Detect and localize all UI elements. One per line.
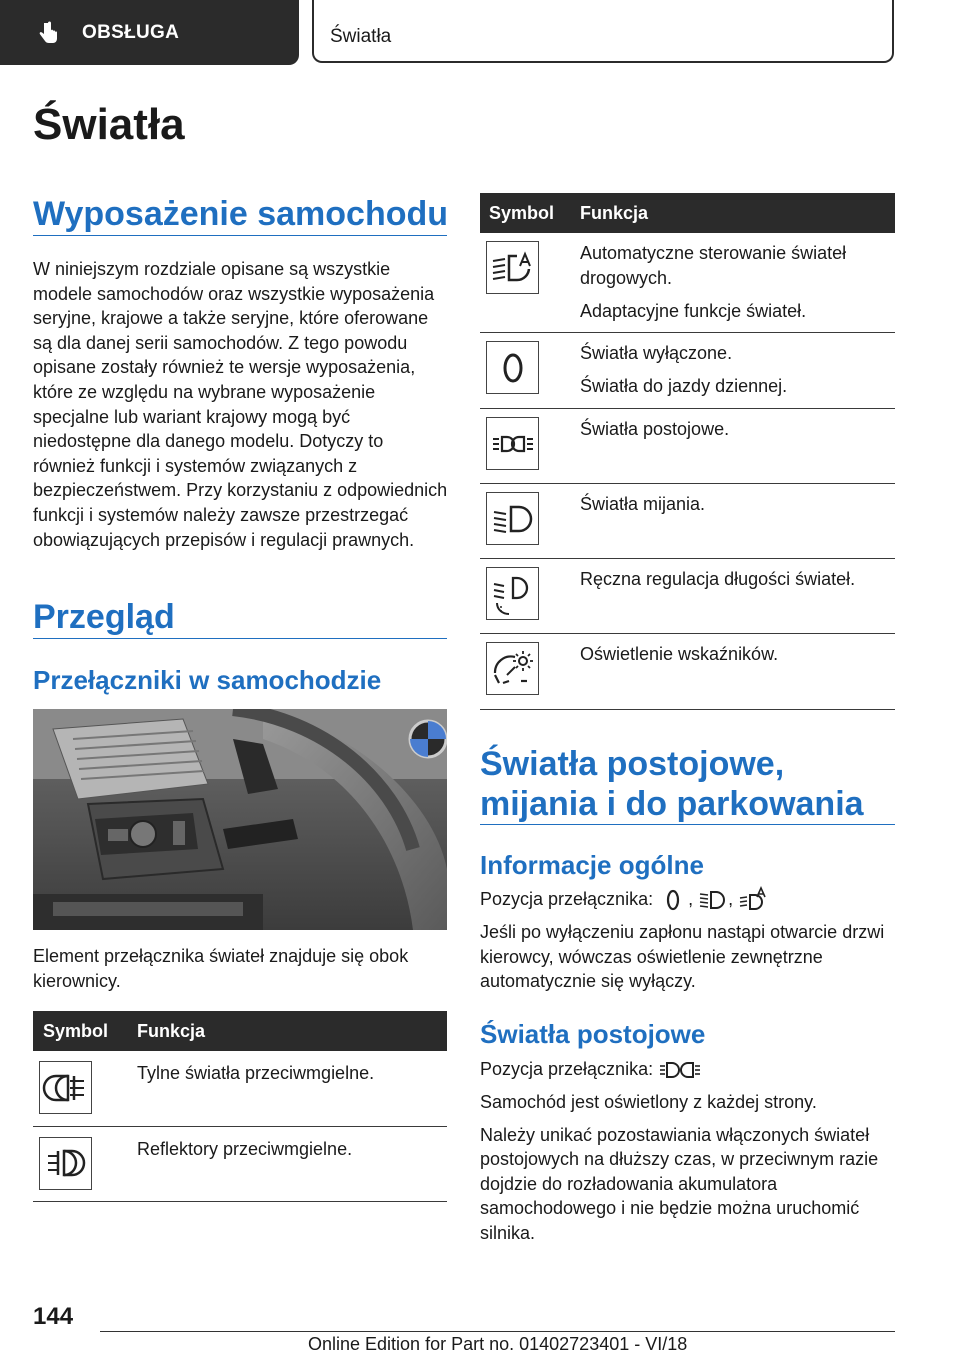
- heading-equipment: Wyposażenie samochodu: [33, 195, 449, 233]
- function-text: Automatyczne sterowanie świateł drogowych.: [580, 243, 847, 288]
- function-text: Światła mijania.: [580, 494, 706, 514]
- col-symbol-header: Symbol: [480, 193, 580, 233]
- heading-switches: Przełączniki w samochodzie: [33, 665, 382, 695]
- section-label: OBSŁUGA: [82, 21, 180, 43]
- switch-position-line: [480, 1055, 896, 1085]
- general-info-paragraph: [480, 920, 896, 994]
- paragraph-text: Jeśli po wyłączeniu zapłonu nastąpi otwarcie drzwi kierowcy, wówczas oświetlenie zewnętrzne automatycznie się wyłączy.: [480, 922, 885, 992]
- auto-headlight-icon: [486, 241, 539, 294]
- heading-rule: [33, 638, 447, 639]
- switch-caption: [33, 944, 447, 993]
- col-function-header: Funkcja: [137, 1011, 447, 1051]
- parking-lights-icon: [486, 417, 539, 470]
- low-beam-icon: [698, 885, 728, 915]
- chapter-label: Światła: [330, 26, 392, 47]
- footer-edition: Online Edition for Part no. 01402723401 - VI/18: [308, 1334, 688, 1354]
- page-number: 144: [33, 1303, 74, 1330]
- heading-overview: Przegląd: [33, 598, 175, 636]
- switch-position-line: [480, 885, 896, 915]
- table-row: [480, 484, 895, 559]
- paragraph-text: Samochód jest oświetlony z każdej strony.: [480, 1092, 817, 1112]
- heading-rule: [33, 235, 447, 236]
- col-function-header: Funkcja: [580, 193, 895, 233]
- function-text: Adaptacyjne funkcje świateł.: [580, 301, 807, 321]
- lights-off-icon: [486, 341, 539, 394]
- function-text: Światła postojowe.: [580, 419, 730, 439]
- position-label: Pozycja przełącznika:: [480, 888, 654, 909]
- function-text: Ręczna regulacja długości świateł.: [580, 569, 856, 589]
- instrument-lighting-icon: [486, 642, 539, 695]
- auto-headlight-icon: [738, 885, 768, 915]
- table-row: [480, 233, 895, 333]
- table-row: [480, 559, 895, 634]
- col-symbol-header: Symbol: [33, 1011, 137, 1051]
- function-text: Reflektory przeciwmgielne.: [137, 1138, 353, 1159]
- caption-text: Element przełącznika świateł znajduje się obok kierownicy.: [33, 946, 409, 991]
- heading-parking: Światła postojowe: [480, 1019, 706, 1049]
- paragraph-text: Należy unikać pozostawiania włączonych świateł postojowych na dłuższy czas, w przeciwnym razie dojdzie do rozładowania akumulatora samochodowego i nie będzie można uruchomić silnika.: [480, 1124, 879, 1243]
- table-row: [480, 634, 895, 710]
- heading-parking-lights: Światła postojowe, mijania i do parkowania: [480, 745, 864, 823]
- low-beam-icon: [486, 492, 539, 545]
- hand-pointer-icon: [38, 20, 64, 46]
- footer-rule: [100, 1331, 895, 1332]
- chapter-tab[interactable]: [312, 0, 894, 63]
- separator: ,: [688, 888, 694, 909]
- separator: ,: [728, 888, 734, 909]
- section-tab[interactable]: [0, 0, 299, 65]
- paragraph-text: W niniejszym rozdziale opisane są wszystkie modele samochodów oraz wszystkie wyposażenia seryjne, krajowe a także seryjne, które oferowane są dla danej serii samochodów. Z tego powodu opisane zostały również te wersje wyposażenia, które ze względu na wybrane wyposażenie specjalne lub wariant krajowy mogą być niedostępne dla danego modelu. Dotyczy to również funkcji i systemów związanych z bezpieczeństwem. Przy korzystaniu z odpowiednich funkcji i systemów należy zawsze przestrzegać obowiązujących przepisów i regulacji prawnych.: [33, 259, 448, 550]
- function-text: Światła do jazdy dziennej.: [580, 376, 788, 396]
- table-row: [33, 1126, 447, 1201]
- front-fog-light-icon: [39, 1137, 92, 1190]
- fog-lights-table: [33, 1011, 447, 1202]
- parking-lights-icon: [658, 1055, 702, 1085]
- heading-general-info: Informacje ogólne: [480, 850, 704, 880]
- table-row: [480, 333, 895, 409]
- parking-paragraphs: [480, 1090, 896, 1246]
- function-text: Tylne światła przeciwmgielne.: [137, 1063, 375, 1083]
- heading-rule: [480, 824, 895, 825]
- rear-fog-light-icon: [39, 1061, 92, 1114]
- position-label: Pozycja przełącznika:: [480, 1058, 654, 1079]
- table-row: [480, 409, 895, 484]
- table-row: [33, 1051, 447, 1126]
- lights-table: [480, 193, 895, 710]
- headlight-range-icon: [486, 567, 539, 620]
- lights-off-icon: [658, 885, 688, 915]
- page-title: Światła: [33, 100, 185, 149]
- function-text: Oświetlenie wskaźników.: [580, 644, 779, 664]
- light-switch-photo: [33, 709, 447, 930]
- equipment-paragraph: [33, 257, 449, 552]
- function-text: Światła wyłączone.: [580, 343, 733, 363]
